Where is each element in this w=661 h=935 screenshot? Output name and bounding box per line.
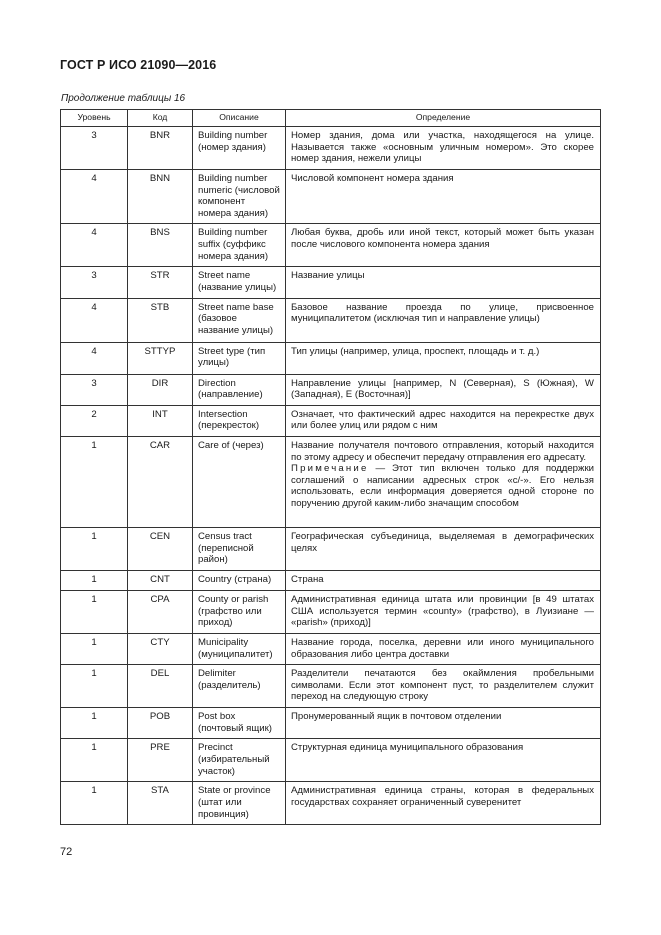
table-row xyxy=(61,267,601,298)
cell-code: PRE xyxy=(128,739,193,782)
table-row xyxy=(61,170,601,224)
cell-description: Street name base (базовое название улицы) xyxy=(193,298,286,342)
cell-description: Post box (почтовый ящик) xyxy=(193,708,286,739)
cell-code: STA xyxy=(128,782,193,825)
address-parts-table xyxy=(60,109,601,825)
cell-description: Building number numeric (числовой компонент номера здания) xyxy=(193,170,286,224)
table-row xyxy=(61,342,601,374)
cell-description: Care of (через) xyxy=(193,436,286,527)
table-row xyxy=(61,782,601,825)
table-caption: Продолжение таблицы 16 xyxy=(61,93,186,104)
cell-level: 4 xyxy=(61,342,128,374)
cell-level: 1 xyxy=(61,782,128,825)
cell-code: CPA xyxy=(128,590,193,633)
cell-level: 1 xyxy=(61,527,128,570)
cell-code: CNT xyxy=(128,570,193,590)
cell-level: 1 xyxy=(61,739,128,782)
cell-code: DEL xyxy=(128,665,193,708)
table-row xyxy=(61,436,601,527)
cell-level: 4 xyxy=(61,224,128,267)
cell-definition: Базовое название проезда по улице, присвоенное муниципалитетом (исключая тип и направление улицы) xyxy=(286,298,601,342)
document-header: ГОСТ Р ИСО 21090—2016 xyxy=(60,58,217,72)
cell-description: Building number suffix (суффикс номера здания) xyxy=(193,224,286,267)
cell-definition: Разделители печатаются без окаймления пробельными символами. Если этот компонент пуст, то разделителем служит переход на следующую строку xyxy=(286,665,601,708)
cell-definition: Любая буква, дробь или иной текст, который может быть указан после числового компонента номера здания xyxy=(286,224,601,267)
definition-text: Название получателя почтового отправления, который находится по этому адресу и обеспечит передачу отправления его адресату. xyxy=(291,439,594,463)
cell-definition: Структурная единица муниципального образования xyxy=(286,739,601,782)
cell-level: 2 xyxy=(61,405,128,436)
cell-definition: Административная единица страны, которая в федеральных государствах сохраняет ограниченный суверенитет xyxy=(286,782,601,825)
cell-description: County or parish (графство или приход) xyxy=(193,590,286,633)
table-row xyxy=(61,708,601,739)
cell-definition: Административная единица штата или провинции [в 49 штатах США используется термин «county» (графство), в Луизиане — «parish» (приход)] xyxy=(286,590,601,633)
cell-code: CEN xyxy=(128,527,193,570)
cell-level: 1 xyxy=(61,665,128,708)
cell-definition: Номер здания, дома или участка, находящегося на улице. Называется также «основным уличным номером». Это скорее номер здания, нежели улицы xyxy=(286,127,601,170)
note-text: — Этот тип включен только для поддержки соглашений о написании адресных строк «c/-». Его нельзя использовать, если информация доверяется одной стороне по поручению другой каким-либо значащим способом xyxy=(291,463,594,509)
column-header-level: Уровень xyxy=(61,110,128,127)
column-header-code: Код xyxy=(128,110,193,127)
cell-level: 4 xyxy=(61,170,128,224)
cell-level: 1 xyxy=(61,708,128,739)
cell-definition: Страна xyxy=(286,570,601,590)
table-row xyxy=(61,665,601,708)
cell-level: 1 xyxy=(61,436,128,527)
cell-code: DIR xyxy=(128,374,193,405)
cell-definition xyxy=(286,436,601,527)
cell-code: BNN xyxy=(128,170,193,224)
cell-code: CAR xyxy=(128,436,193,527)
column-header-definition: Определение xyxy=(286,110,601,127)
table-row xyxy=(61,633,601,664)
cell-code: STB xyxy=(128,298,193,342)
table-row xyxy=(61,527,601,570)
cell-code: STR xyxy=(128,267,193,298)
cell-description: Intersection (перекресток) xyxy=(193,405,286,436)
cell-description: Country (страна) xyxy=(193,570,286,590)
cell-level: 1 xyxy=(61,590,128,633)
cell-description: Municipality (муниципалитет) xyxy=(193,633,286,664)
note-label: Примечание xyxy=(291,463,369,475)
cell-definition: Числовой компонент номера здания xyxy=(286,170,601,224)
cell-definition: Пронумерованный ящик в почтовом отделении xyxy=(286,708,601,739)
table-row xyxy=(61,127,601,170)
cell-definition: Тип улицы (например, улица, проспект, площадь и т. д.) xyxy=(286,342,601,374)
table-header-row xyxy=(61,110,601,127)
table-row xyxy=(61,570,601,590)
cell-definition: Название улицы xyxy=(286,267,601,298)
cell-code: INT xyxy=(128,405,193,436)
cell-code: POB xyxy=(128,708,193,739)
cell-level: 3 xyxy=(61,127,128,170)
table-row xyxy=(61,405,601,436)
cell-level: 4 xyxy=(61,298,128,342)
table-row xyxy=(61,374,601,405)
cell-code: STTYP xyxy=(128,342,193,374)
cell-description: Building number (номер здания) xyxy=(193,127,286,170)
cell-description: Street name (название улицы) xyxy=(193,267,286,298)
cell-definition: Означает, что фактический адрес находится на перекрестке двух или более улиц или рядом с ним xyxy=(286,405,601,436)
note-paragraph xyxy=(291,463,594,509)
cell-definition: Географическая субъединица, выделяемая в демографических целях xyxy=(286,527,601,570)
cell-level: 1 xyxy=(61,633,128,664)
cell-code: BNS xyxy=(128,224,193,267)
cell-level: 3 xyxy=(61,267,128,298)
cell-level: 1 xyxy=(61,570,128,590)
cell-code: BNR xyxy=(128,127,193,170)
cell-description: Direction (направление) xyxy=(193,374,286,405)
table-row xyxy=(61,224,601,267)
cell-level: 3 xyxy=(61,374,128,405)
cell-code: CTY xyxy=(128,633,193,664)
cell-definition: Название города, поселка, деревни или иного муниципального образования либо центра доставки xyxy=(286,633,601,664)
cell-description: State or province (штат или провинция) xyxy=(193,782,286,825)
cell-definition: Направление улицы [например, N (Северная), S (Южная), W (Западная), E (Восточная)] xyxy=(286,374,601,405)
cell-description: Delimiter (разделитель) xyxy=(193,665,286,708)
table-row xyxy=(61,298,601,342)
column-header-description: Описание xyxy=(193,110,286,127)
table-row xyxy=(61,739,601,782)
cell-description: Precinct (избирательный участок) xyxy=(193,739,286,782)
cell-description: Census tract (переписной район) xyxy=(193,527,286,570)
table-row xyxy=(61,590,601,633)
page-number: 72 xyxy=(60,846,73,858)
cell-description: Street type (тип улицы) xyxy=(193,342,286,374)
